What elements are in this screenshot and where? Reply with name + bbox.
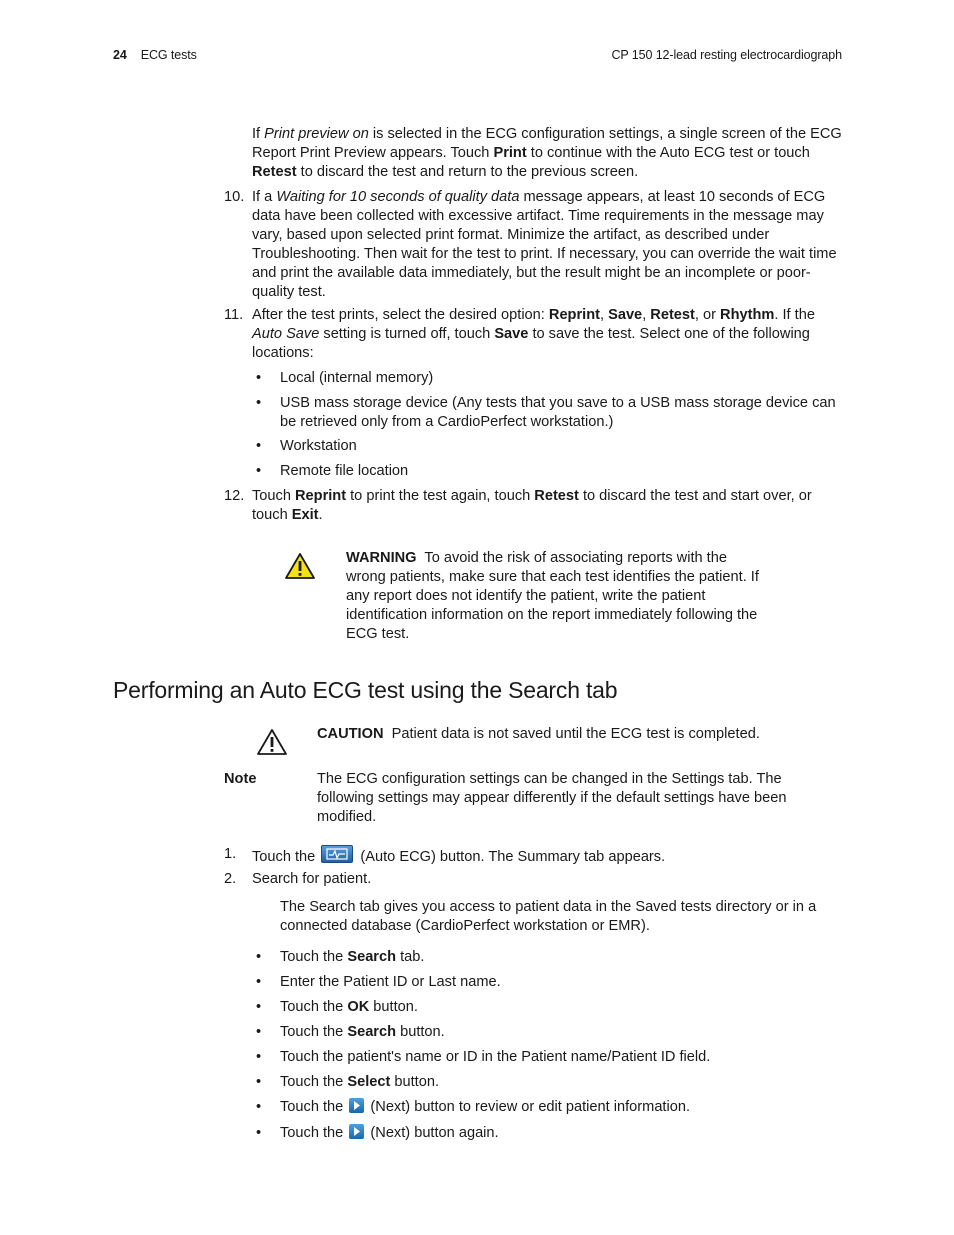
next-arrow-icon bbox=[349, 1124, 364, 1139]
caution-label: CAUTION bbox=[317, 726, 384, 742]
list-item: Touch the OK button. bbox=[280, 999, 418, 1015]
step-1-text: Touch the (Auto ECG) button. The Summary tab appears. bbox=[252, 845, 844, 867]
list-item: Touch the patient's name or ID in the Patient name/Patient ID field. bbox=[280, 1049, 711, 1065]
step-number: 10. bbox=[224, 189, 245, 205]
list-item: Touch the Select button. bbox=[280, 1074, 440, 1090]
bullet: • bbox=[256, 1049, 262, 1065]
bullet: • bbox=[256, 438, 262, 454]
step-number: 1. bbox=[224, 846, 237, 862]
step-2-description: The Search tab gives you access to patient data in the Saved tests directory or in a connected database (CardioPerfect workstation or EMR). bbox=[280, 899, 817, 934]
section-title: Performing an Auto ECG test using the Search tab bbox=[113, 677, 618, 703]
list-item: Touch the Search button. bbox=[280, 1024, 445, 1040]
next-arrow-icon bbox=[349, 1098, 364, 1113]
step-number: 11. bbox=[224, 307, 244, 323]
list-item: Local (internal memory) bbox=[280, 370, 434, 386]
bullet: • bbox=[256, 1125, 262, 1141]
warning-triangle-icon bbox=[284, 552, 316, 584]
step-2-text: Search for patient. bbox=[252, 871, 372, 887]
bullet: • bbox=[256, 395, 262, 411]
bullet: • bbox=[256, 949, 262, 965]
bullet: • bbox=[256, 1099, 262, 1115]
caution-text: CAUTION Patient data is not saved until the ECG test is completed. bbox=[317, 726, 760, 742]
section-name: ECG tests bbox=[140, 48, 197, 62]
bullet: • bbox=[256, 1024, 262, 1040]
bullet: • bbox=[256, 370, 262, 386]
intro-paragraph: If Print preview on is selected in the ECG configuration settings, a single screen of the ECG Report Print Preview appears. Touch Print to continue with the Auto ECG test or touch Retest to discard the test and return to the previous screen. bbox=[252, 126, 842, 180]
step-number: 2. bbox=[224, 871, 237, 887]
list-item: Touch the Search tab. bbox=[280, 949, 425, 965]
step-11-text: After the test prints, select the desired option: Reprint, Save, Retest, or Rhythm. If the Auto Save setting is turned off, touch Save to save the test. Select one of the following locations: bbox=[252, 307, 815, 361]
warning-text: WARNING To avoid the risk of associating reports with the wrong patients, make sure that each test identifies the patient. If any report does not identify the patient, write the patient identification information on the report immediately following the ECG test. bbox=[346, 550, 759, 642]
list-item: Enter the Patient ID or Last name. bbox=[280, 974, 501, 990]
bullet: • bbox=[256, 463, 262, 479]
note-label: Note bbox=[224, 771, 257, 787]
running-header-right: CP 150 12-lead resting electrocardiograph bbox=[611, 48, 842, 62]
page-number: 24 bbox=[113, 48, 127, 62]
bullet: • bbox=[256, 974, 262, 990]
list-item: Remote file location bbox=[280, 463, 409, 479]
auto-ecg-button-icon bbox=[321, 845, 353, 863]
list-item: Touch the (Next) button again. bbox=[280, 1125, 499, 1141]
running-header-left bbox=[113, 48, 197, 62]
list-item: Touch the (Next) button to review or edit patient information. bbox=[280, 1099, 691, 1115]
step-number: 12. bbox=[224, 488, 245, 504]
step-12-text: Touch Reprint to print the test again, touch Retest to discard the test and start over, or touch Exit. bbox=[252, 488, 812, 523]
caution-triangle-icon bbox=[256, 728, 288, 760]
step-10-text: If a Waiting for 10 seconds of quality data message appears, at least 10 seconds of ECG data have been collected with excessive artifact. Time requirements in the message may vary, based upon selected print format. Minimize the artifact, as described under Troubleshooting. Then wait for the test to print. If necessary, you can override the wait time and print the available data immediately, but the result might be an incomplete or poor-quality test. bbox=[252, 189, 837, 300]
bullet: • bbox=[256, 999, 262, 1015]
note-text: The ECG configuration settings can be changed in the Settings tab. The following settings may appear differently if the default settings have been modified. bbox=[317, 771, 787, 825]
warning-label: WARNING bbox=[346, 550, 417, 566]
list-item: Workstation bbox=[280, 438, 357, 454]
bullet: • bbox=[256, 1074, 262, 1090]
list-item: USB mass storage device (Any tests that you save to a USB mass storage device can be retrieved only from a CardioPerfect workstation.) bbox=[280, 395, 836, 430]
